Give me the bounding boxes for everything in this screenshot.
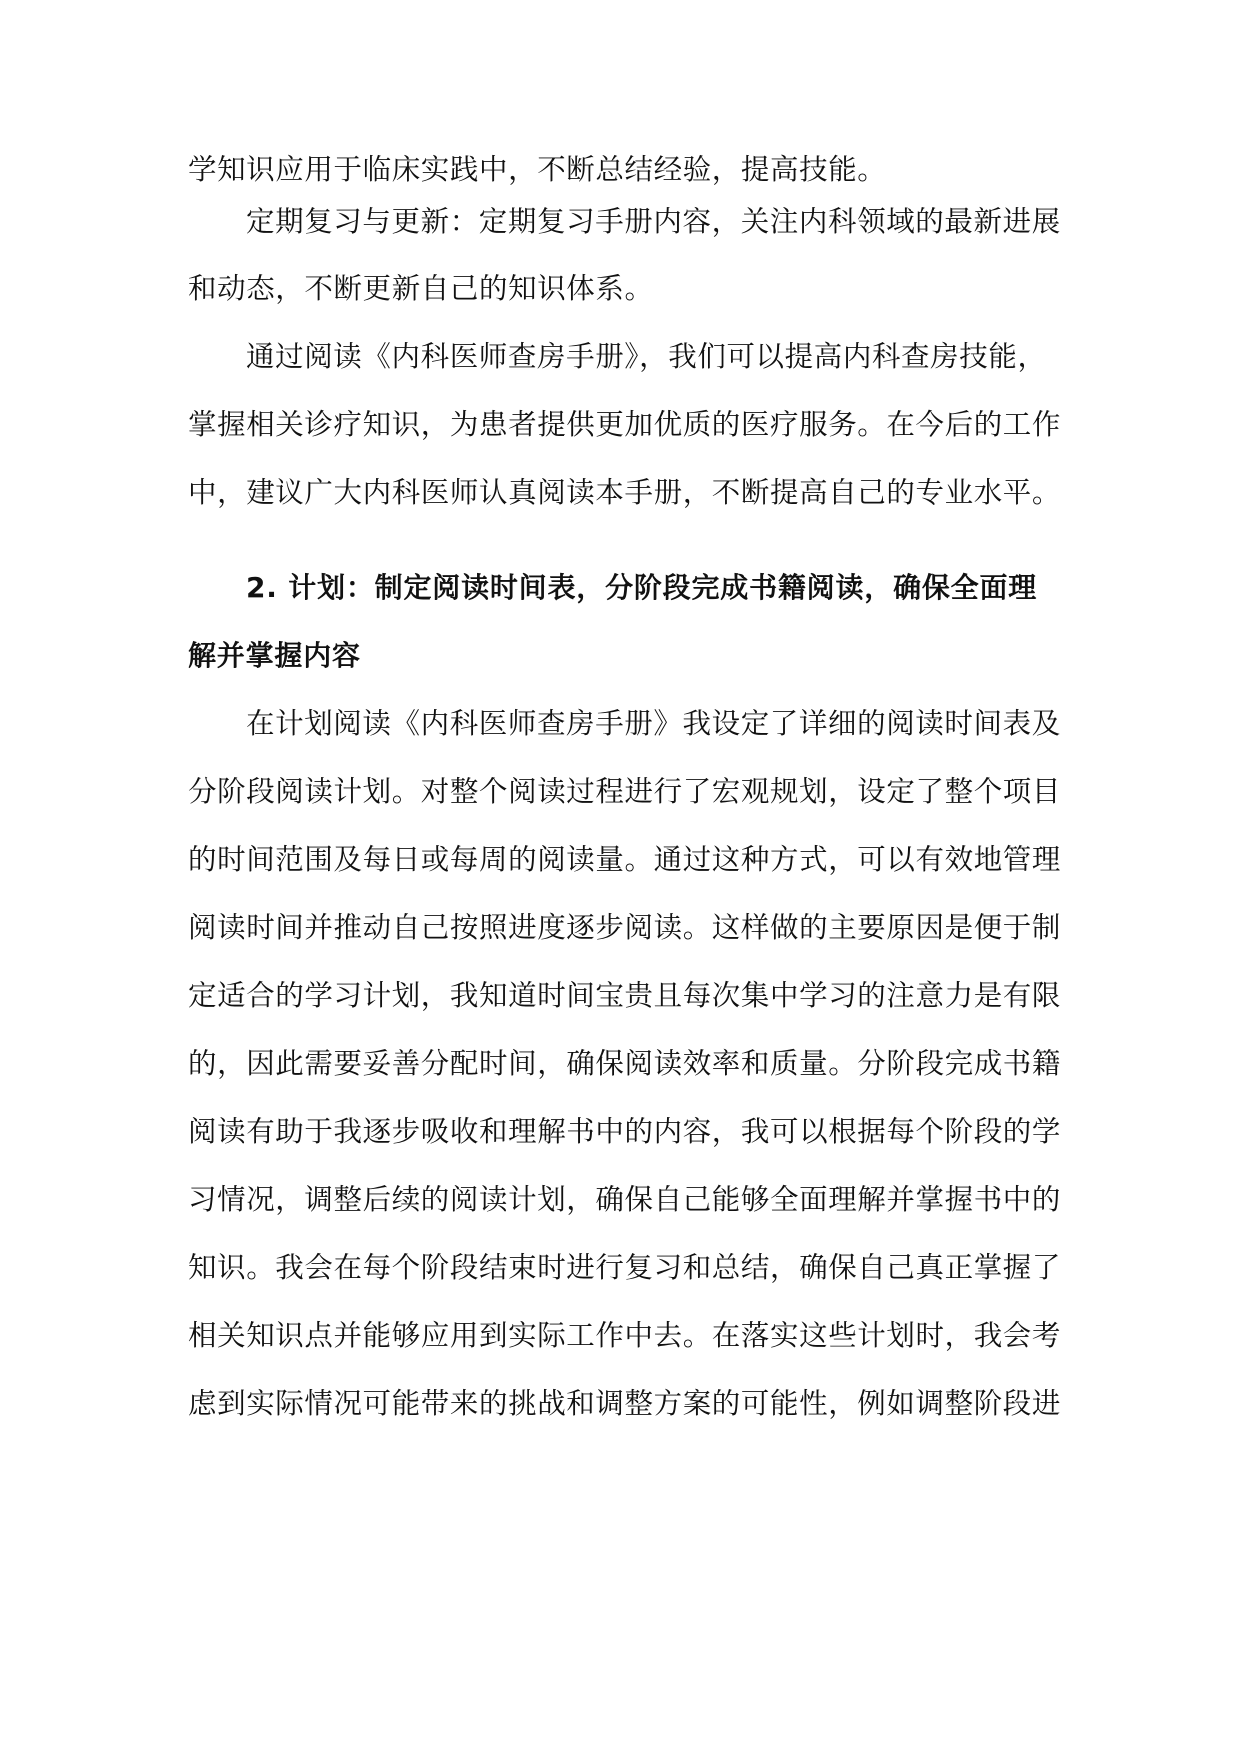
paragraph-line: 通过阅读《内科医师查房手册》，我们可以提高内科查房技能， bbox=[246, 340, 1047, 373]
paragraph-line: 的时间范围及每日或每周的阅读量。通过这种方式，可以有效地管理 bbox=[188, 843, 1062, 876]
paragraph-line: 的，因此需要妥善分配时间，确保阅读效率和质量。分阶段完成书籍 bbox=[188, 1047, 1062, 1080]
paragraph-line: 中，建议广大内科医师认真阅读本手册，不断提高自己的专业水平。 bbox=[188, 476, 1062, 509]
paragraph-line: 定期复习与更新：定期复习手册内容，关注内科领域的最新进展 bbox=[246, 205, 1061, 238]
section-heading-line: 解并掌握内容 bbox=[188, 639, 361, 672]
paragraph-line: 定适合的学习计划，我知道时间宝贵且每次集中学习的注意力是有限 bbox=[188, 979, 1062, 1012]
paragraph-line: 阅读有助于我逐步吸收和理解书中的内容，我可以根据每个阶段的学 bbox=[188, 1115, 1062, 1148]
paragraph-line: 阅读时间并推动自己按照进度逐步阅读。这样做的主要原因是便于制 bbox=[188, 911, 1062, 944]
paragraph-line: 知识。我会在每个阶段结束时进行复习和总结，确保自己真正掌握了 bbox=[188, 1251, 1062, 1284]
paragraph-line: 在计划阅读《内科医师查房手册》我设定了详细的阅读时间表及 bbox=[246, 707, 1061, 740]
paragraph-line: 学知识应用于临床实践中，不断总结经验，提高技能。 bbox=[188, 153, 887, 186]
paragraph-line: 分阶段阅读计划。对整个阅读过程进行了宏观规划，设定了整个项目 bbox=[188, 775, 1062, 808]
paragraph-line: 虑到实际情况可能带来的挑战和调整方案的可能性，例如调整阶段进 bbox=[188, 1387, 1062, 1420]
section-heading-line: 2. 计划：制定阅读时间表，分阶段完成书籍阅读，确保全面理 bbox=[246, 571, 1038, 604]
paragraph-line: 和动态，不断更新自己的知识体系。 bbox=[188, 272, 654, 305]
paragraph-line: 掌握相关诊疗知识，为患者提供更加优质的医疗服务。在今后的工作 bbox=[188, 408, 1062, 441]
paragraph-line: 习情况，调整后续的阅读计划，确保自己能够全面理解并掌握书中的 bbox=[188, 1183, 1062, 1216]
paragraph-line: 相关知识点并能够应用到实际工作中去。在落实这些计划时，我会考 bbox=[188, 1319, 1062, 1352]
